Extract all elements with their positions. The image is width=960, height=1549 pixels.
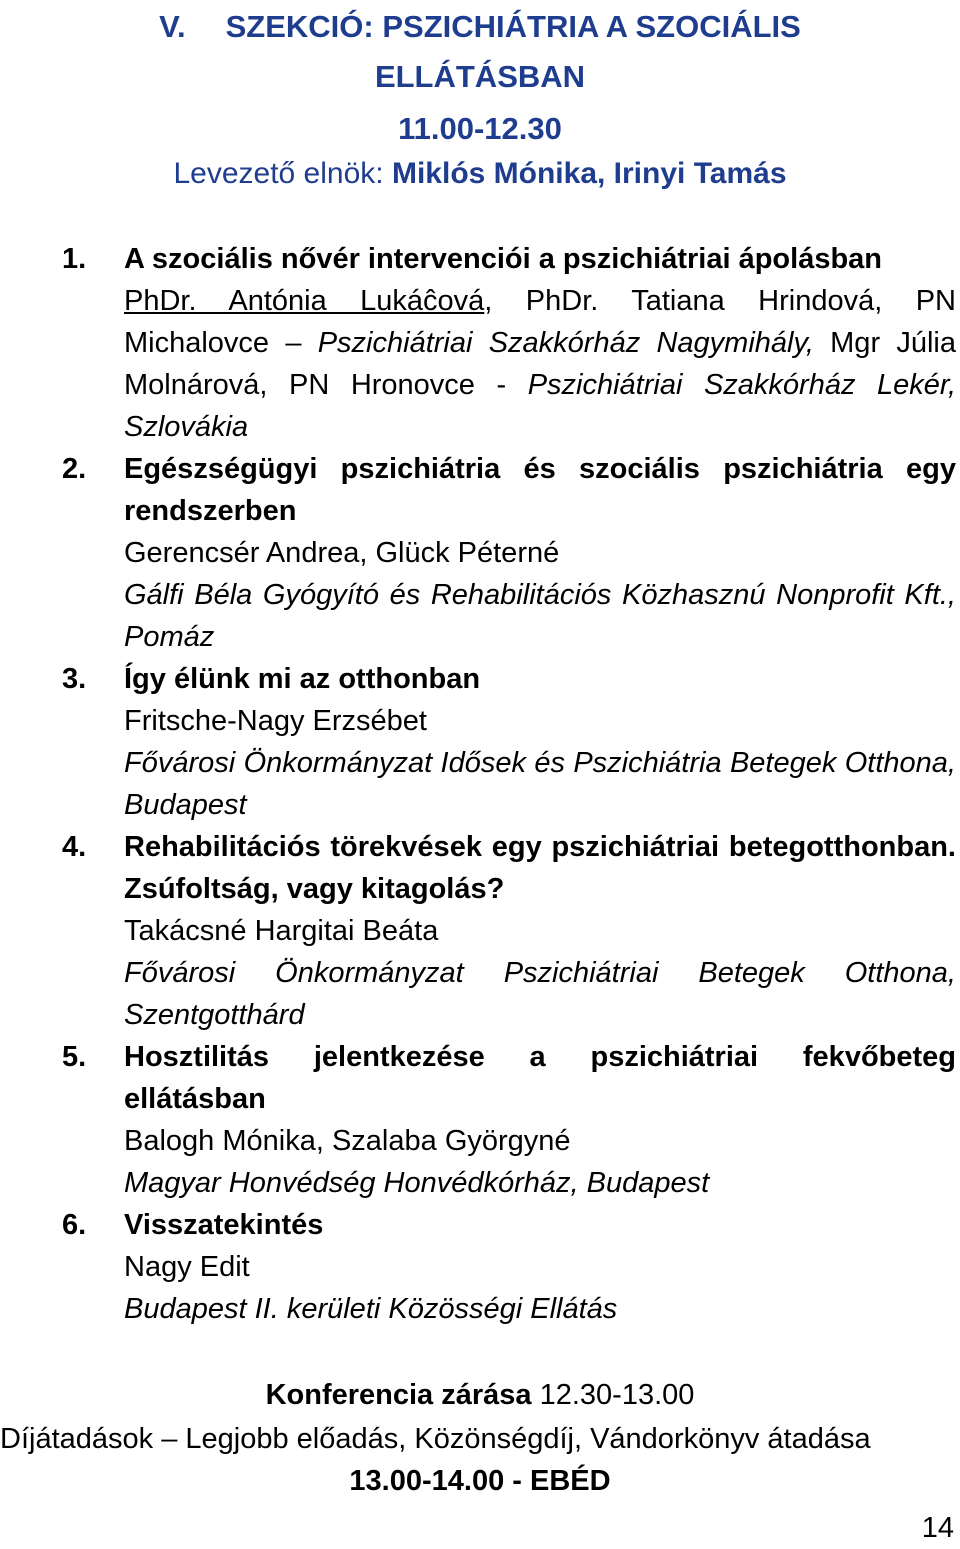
talk-title: A szociális nővér intervenciói a pszichiátriai ápolásban: [124, 243, 883, 275]
talk-authors: Gerencsér Andrea, Glück Péterné: [124, 537, 560, 569]
talk-authors: Balogh Mónika, Szalaba Györgyné: [124, 1125, 571, 1157]
talk-authors: [124, 280, 956, 448]
talk-number: 5.: [62, 1041, 87, 1073]
talk-authors: Fritsche-Nagy Erzsébet: [124, 705, 427, 737]
talk-item-6: [62, 1204, 956, 1330]
section-title-line2: ELLÁTÁSBAN: [374, 59, 586, 94]
talk-author-link: PhDr. Antónia Lukáĉová: [124, 285, 485, 317]
talk-item-3: [62, 658, 956, 826]
talk-authors-text-2: Mgr Júlia Molnárová, PN Hronovce -: [124, 327, 957, 401]
talk-number: 2.: [62, 453, 87, 485]
talk-number: 3.: [62, 663, 87, 695]
talk-affiliation: Fővárosi Önkormányzat Idősek és Pszichiátria Betegek Otthona, Budapest: [124, 747, 956, 821]
awards-line: Díjátadások – Legjobb előadás, Közönségdíj, Vándorkönyv átadása: [0, 1423, 871, 1455]
section-title: [0, 2, 960, 102]
talk-number: 6.: [62, 1209, 87, 1241]
talk-item-5: [62, 1036, 956, 1204]
section-number: V.: [159, 9, 186, 44]
talk-item-1: [62, 238, 956, 448]
section-chair: [0, 152, 960, 196]
talk-authors: Takácsné Hargitai Beáta: [124, 915, 439, 947]
talk-affiliation: Gálfi Béla Gyógyító és Rehabilitációs Közhasznú Nonprofit Kft., Pomáz: [124, 579, 956, 653]
talk-list: [62, 238, 956, 1330]
talk-title: Így élünk mi az otthonban: [124, 663, 481, 695]
closing-time: 12.30-13.00: [539, 1379, 695, 1411]
chair-names: Miklós Mónika, Irinyi Tamás: [391, 157, 787, 190]
talk-affiliation: Magyar Honvédség Honvédkórház, Budapest: [124, 1167, 710, 1199]
talk-affiliation-2: Pszichiátriai Szakkórház Lekér, Szlovákia: [124, 369, 956, 443]
talk-affiliation: Budapest II. kerületi Közösségi Ellátás: [124, 1293, 618, 1325]
talk-title: Visszatekintés: [124, 1209, 324, 1241]
talk-item-4: [62, 826, 956, 1036]
talk-title: Hosztilitás jelentkezése a pszichiátriai fekvőbeteg ellátásban: [124, 1041, 956, 1115]
closing-line: [0, 1374, 960, 1416]
talk-number: 1.: [62, 243, 87, 275]
talk-number: 4.: [62, 831, 87, 863]
page-number: 14: [921, 1512, 954, 1544]
section-time: 11.00-12.30: [398, 111, 562, 146]
talk-authors-text: , PhDr. Tatiana Hrindová, PN Michalovce –: [124, 285, 956, 359]
talk-affiliation: Pszichiátriai Szakkórház Nagymihály,: [317, 327, 814, 359]
talk-affiliation: Fővárosi Önkormányzat Pszichiátriai Betegek Otthona, Szentgotthárd: [124, 957, 956, 1031]
chair-label: Levezető elnök:: [173, 157, 384, 190]
section-title-line1: SZEKCIÓ: PSZICHIÁTRIA A SZOCIÁLIS: [225, 9, 801, 44]
talk-authors: Nagy Edit: [124, 1251, 250, 1283]
talk-item-2: [62, 448, 956, 658]
talk-title: Egészségügyi pszichiátria és szociális pszichiátria egy rendszerben: [124, 453, 956, 527]
talk-title: Rehabilitációs törekvések egy pszichiátriai betegotthonban. Zsúfoltság, vagy kitagolás?: [124, 831, 956, 905]
closing-label: Konferencia zárása: [265, 1379, 532, 1411]
lunch-line: 13.00-14.00 - EBÉD: [349, 1465, 611, 1497]
